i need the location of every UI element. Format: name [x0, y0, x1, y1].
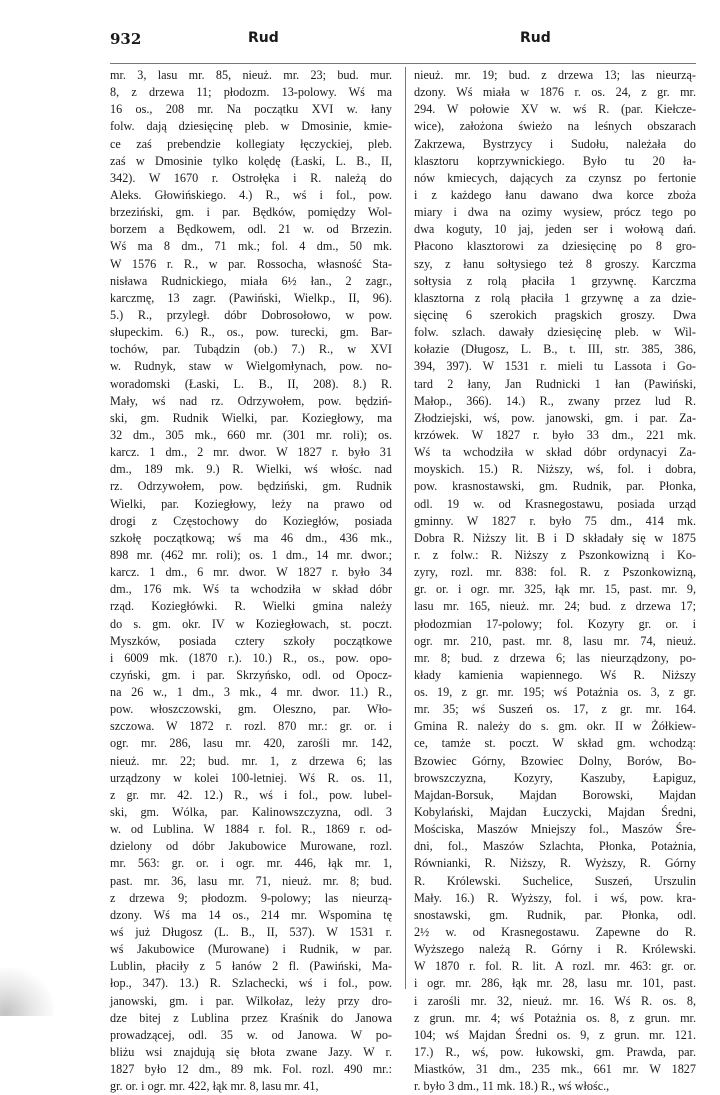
text-line: ce zaś prebendzie kollegiaty łęczyckiej, pleb. [110, 136, 392, 151]
text-line: moyskich. 15.) R. Niższy, wś, fol. i dobra, [414, 462, 696, 477]
text-line: snostawski, gm. Rudnik, par. Płonka, odl. [414, 907, 696, 922]
text-line: klasztoru koprzywnickiego. Było tu 20 ła- [414, 153, 696, 168]
left-text-column [110, 67, 392, 1094]
text-line: 16 os., 208 mr. Na początku XVI w. łany [110, 102, 392, 117]
text-line: Myszków, posiada cztery szkoły początkowe [110, 633, 392, 648]
text-line: Majdan-Borsuk, Majdan Borowski, Majdan [414, 787, 696, 802]
text-line: bliżu wsi znajdują się błota zwane Jazy. W r. [110, 1045, 392, 1060]
text-line: kłady kamienia wapiennego. Wś R. Niższy [414, 667, 696, 682]
header-rule [110, 63, 696, 64]
text-line: 898 mr. (462 mr. roli); os. 1 dm., 14 mr. dwor.; [110, 547, 392, 562]
text-line: mr. 35; wś Suszeń os. 17, z gr. mr. 164. [414, 702, 696, 717]
text-line: Dobra R. Niższy lit. B i D składały się w 1875 [414, 530, 696, 545]
text-line: krzówek. W 1827 r. było 33 dm., 221 mk. [414, 427, 696, 442]
text-line: drogi z Częstochowy do Koziegłów, posiada [110, 513, 392, 528]
text-line: 2½ w. od Krasnegostawu. Zapewne do R. [414, 925, 696, 940]
text-line: na 26 w., 1 dm., 3 mk., 4 mr. dwor. 11.) R., [110, 685, 392, 700]
running-head-right: Rud [520, 30, 551, 46]
text-line: Płacono klasztorowi za dziesięcinę po 8 gro- [414, 239, 696, 254]
text-line: Kobylański, Majdan Łuczycki, Majdan Średni, [414, 805, 696, 820]
text-line: Miastków, 31 dm., 235 mk., 661 mr. W 1827 [414, 1062, 696, 1077]
text-line: Aleks. Głowińskiego. 4.) R., wś i fol., pow. [110, 187, 392, 202]
text-line: nieuż. mr. 22; bud. mr. 1, z drzewa 6; las [110, 753, 392, 768]
text-line: i 6009 mk. (1870 r.). 10.) R., os., pow. opo- [110, 650, 392, 665]
page-header [110, 30, 696, 52]
text-line: W 1870 r. fol. R. lit. A rozl. mr. 463: gr. or. [414, 959, 696, 974]
text-line: ski, gm. Rudnik Wielki, par. Koziegłowy, ma [110, 410, 392, 425]
text-line: Wielki, par. Koziegłowy, leży na prawo od [110, 496, 392, 511]
text-line: rz. Odrzywołem, pow. będziński, gm. Rudnik [110, 479, 392, 494]
text-line: gr. or. i ogr. mr. 422, łąk mr. 8, lasu mr. 41, [110, 1079, 319, 1094]
text-line: 394, 397). W 1531 r. mieli tu Lassota i Go- [414, 359, 696, 374]
text-line: tochów, par. Tubądzin (ob.) 7.) R., w XVI [110, 342, 392, 357]
text-line: Wś ta wchodziła w skład dóbr ordynacyi Za- [414, 445, 696, 460]
text-line: łop., 347). 13.) R. Szlachecki, wś i fol., pow. [110, 976, 392, 991]
text-line: czyński, gm. i par. Skrzyńsko, odl. od Opocz- [110, 667, 392, 682]
text-line: ski, gm. Wólka, par. Kalinowszczyzna, odl. 3 [110, 805, 392, 820]
text-line: R. Królewski. Suchelice, Suszeń, Urszulin [414, 873, 696, 888]
text-line: rząd. Koziegłówki. R. Wielki gmina należy [110, 599, 392, 614]
text-line: Mościska, Maszów Mniejszy fol., Maszów Śre- [414, 822, 696, 837]
text-line: Równianki, R. Niższy, R. Wyższy, R. Górny [414, 856, 696, 871]
text-line: r. było 3 dm., 11 mk. 18.) R., wś włośc., [414, 1079, 610, 1094]
text-line: i z każdego łanu dawano dwa korce zboża [414, 187, 696, 202]
right-text-column [414, 67, 696, 1094]
text-line: ogr. mr. 210, past. mr. 8, lasu mr. 74, nieuż. [414, 633, 696, 648]
text-line: 5.) R., przyległ. dóbr Dobrosołowo, w pow. [110, 307, 392, 322]
text-line: ogr. mr. 286, lasu mr. 420, zarośli mr. 142, [110, 736, 392, 751]
text-line: Mały. 16.) R. Wyższy, fol. i wś, pow. kra- [414, 890, 696, 905]
text-line: i ogr. mr. 286, łąk mr. 28, lasu mr. 101, past. [414, 976, 696, 991]
text-line: lasu mr. 165, nieuż. mr. 24; bud. z drzewa 17; [414, 599, 696, 614]
text-line: karcz. 1 dm., 2 mr. dwor. W 1827 r. było 31 [110, 445, 392, 460]
running-head-left: Rud [248, 30, 279, 46]
text-line: w. od Lublina. W 1884 r. fol. R., 1869 r. od- [110, 822, 392, 837]
text-line: mr. 3, lasu mr. 85, nieuż. mr. 23; bud. mur. [110, 68, 392, 82]
text-line: Zakrzewa, Bystrzycy i Sudołu, należała do [414, 136, 696, 151]
text-line: sołtysia z rolą płaciła 1 grzywnę. Karczma [414, 273, 696, 288]
page-stain [0, 968, 54, 1016]
text-line: klasztorna z rolą płaciła 1 grzywnę a za dzie- [414, 290, 696, 305]
text-line: 8, z drzewa 11; płodozm. 13-polowy. Wś ma [110, 85, 392, 100]
text-line: wś Jakubowice (Murowane) i Rudnik, w par. [110, 942, 392, 957]
text-line: nieuż. mr. 19; bud. z drzewa 13; las nieurzą- [414, 68, 696, 82]
text-line: Małop., 366). 14.) R., zwany przez lud R. [414, 393, 696, 408]
text-line: gr. or. i ogr. mr. 325, łąk mr. 15, past. mr. 9, [414, 582, 696, 597]
text-line: urządzony w kolei 100-letniej. Wś R. os. 11, [110, 770, 392, 785]
text-line: dm., 189 mk. 9.) R. Wielki, wś włośc. nad [110, 462, 392, 477]
text-line: janowski, gm. i par. Wilkołaz, leży przy dro- [110, 993, 392, 1008]
text-line: karcz. 1 dm., 6 mr. dwor. W 1827 r. było 34 [110, 565, 392, 580]
text-line: browszczyzna, Kozyry, Kaszuby, Łapiguz, [414, 770, 696, 785]
text-line: wś już Długosz (L. B., II, 537). W 1531 r. [110, 925, 392, 940]
text-line: borzem a Będkowem, odl. 21 w. od Brzezin. [110, 222, 392, 237]
text-line: tard 2 łany, Jan Rudnicki 1 łan (Pawiński, [414, 376, 696, 391]
text-line: szczowa. W 1872 r. rozl. 870 mr.: gr. or. i [110, 719, 392, 734]
text-line: gminny. W 1827 r. było 75 dm., 414 mk. [414, 513, 696, 528]
text-line: dzony. Wś miała w 1876 r. os. 24, z gr. mr. [414, 85, 696, 100]
text-line: mr. 563: gr. or. i ogr. mr. 446, łąk mr. 1, [110, 856, 392, 871]
text-line: do s. gm. okr. IV w Koziegłowach, st. poczt. [110, 616, 392, 631]
text-line: 342). W 1670 r. Ostrołęka i R. należą do [110, 170, 392, 185]
text-line: miary i dwa na ozimy wysiew, prócz tego po [414, 205, 696, 220]
text-line: folw. szlach. dawały dziesięcinę pleb. w Wil- [414, 325, 696, 340]
text-line: sięcinę 6 szerokich pragskich groszy. Dwa [414, 307, 696, 322]
text-line: zaś w Dmosinie tylko kolędę (Łaski, L. B., II, [110, 153, 392, 168]
text-line: dzony. Wś ma 14 os., 214 mr. Wspomina tę [110, 907, 392, 922]
text-line: płodozmian 17-polowy; fol. Kozyry gr. or. i [414, 616, 696, 631]
text-line: pow. krasnostawski, gm. Rudnik, par. Płonka, [414, 479, 696, 494]
text-line: karczmę, 13 zagr. (Pawiński, Wielkp., II, 96). [110, 290, 392, 305]
text-line: ce, tamże st. poczt. W skład gm. wchodzą: [414, 736, 696, 751]
text-line: woradomski (Łaski, L. B., II, 208). 8.) R. [110, 376, 392, 391]
text-line: z gr. mr. 42. 12.) R., wś i fol., pow. lubel- [110, 787, 392, 802]
text-line: Mały, wś nad rz. Odrzywołem, pow. będziń- [110, 393, 392, 408]
text-line: z grun. mr. 4; wś Potażnia os. 8, z grun. mr. [414, 1010, 696, 1025]
text-line: nów kmiecych, dających za czynsz po fertonie [414, 170, 696, 185]
text-line: słupeckim. 6.) R., os., pow. turecki, gm. Bar- [110, 325, 392, 340]
text-line: os. 19, z gr. mr. 195; wś Potażnia os. 3, z gr. [414, 685, 696, 700]
text-line: Złodziejski, wś, pow. janowski, gm. i par. Za- [414, 410, 696, 425]
text-line: Bzowiec Górny, Bzowiec Dolny, Borów, Bo- [414, 753, 696, 768]
text-line: past. mr. 36, lasu mr. 71, nieuż. mr. 8; bud. [110, 873, 392, 888]
text-line: dze bitej z Lublina przez Kraśnik do Janowa [110, 1010, 392, 1025]
text-line: pow. włoszczowski, gm. Oleszno, par. Wło- [110, 702, 392, 717]
text-line: r. z folw.: R. Niższy z Pszonkowizną i Ko- [414, 547, 696, 562]
text-line: folw. dają dziesięcinę pleb. w Dmosinie, kmie- [110, 119, 392, 134]
text-line: i zarośli mr. 32, nieuż. mr. 16. Wś R. os. 8, [414, 993, 696, 1008]
text-line: brzeziński, gm. i par. Będków, pomiędzy Wol- [110, 205, 392, 220]
text-line: Wyższego należą R. Górny i R. Królewski. [414, 942, 696, 957]
text-line: 104; wś Majdan Średni os. 9, z grun. mr. 121. [414, 1027, 696, 1042]
text-line: Gmina R. należy do s. gm. okr. II w Żółkiew- [414, 719, 696, 734]
text-line: w. Rudnyk, staw w Wielgomłynach, pow. no- [110, 359, 392, 374]
text-line: nisława Rudnickiego, miała 6½ łan., 2 zagr., [110, 273, 392, 288]
text-line: zyry, rozl. mr. 838: fol. R. z Pszonkowizną, [414, 565, 696, 580]
text-line: mr. 8; bud. z drzewa 6; las nieurządzony, po- [414, 650, 696, 665]
text-line: prowadzącej, odl. 35 w. od Janowa. W po- [110, 1027, 392, 1042]
text-line: szy, z łanu sołtysiego też 8 groszy. Karczma [414, 256, 696, 271]
text-line: dwa koguty, 10 jaj, jeden ser i wołową dań. [414, 222, 696, 237]
text-line: kołazie (Długosz, L. B., t. III, str. 385, 386, [414, 342, 696, 357]
text-line: 32 dm., 305 mk., 660 mr. (301 mr. roli); os. [110, 427, 392, 442]
text-line: dm., 176 mk. Wś ta wchodziła w skład dóbr [110, 582, 392, 597]
text-line: wice), założona świeżo na leśnych obszarach [414, 119, 696, 134]
text-line: dni, fol., Maszów Szlachta, Płonka, Potażnia, [414, 839, 696, 854]
text-line: odl. 19 w. od Krasnegostawu, posiada urząd [414, 496, 696, 511]
text-line: W 1576 r. R., w par. Rossocha, własność Sta- [110, 256, 392, 271]
text-line: Lublin, płaciły z 5 łanów 2 fl. (Pawiński, Ma- [110, 959, 392, 974]
text-line: 17.) R., wś, pow. łukowski, gm. Prawda, par. [414, 1045, 696, 1060]
text-line: szkołę początkową; wś ma 46 dm., 436 mk., [110, 530, 392, 545]
page-number: 932 [110, 30, 142, 48]
text-line: dzielony od dóbr Jakubowice Murowane, rozl. [110, 839, 392, 854]
column-divider [405, 67, 406, 989]
text-line: 1827 było 12 dm., 89 mk. Fol. rozl. 490 mr.: [110, 1062, 392, 1077]
text-line: Wś ma 8 dm., 71 mk.; fol. 4 dm., 50 mk. [110, 239, 392, 254]
text-line: 294. W połowie XV w. wś R. (par. Kiełcze- [414, 102, 696, 117]
text-line: z drzewa 9; płodozm. 9-polowy; las nieurzą- [110, 890, 392, 905]
